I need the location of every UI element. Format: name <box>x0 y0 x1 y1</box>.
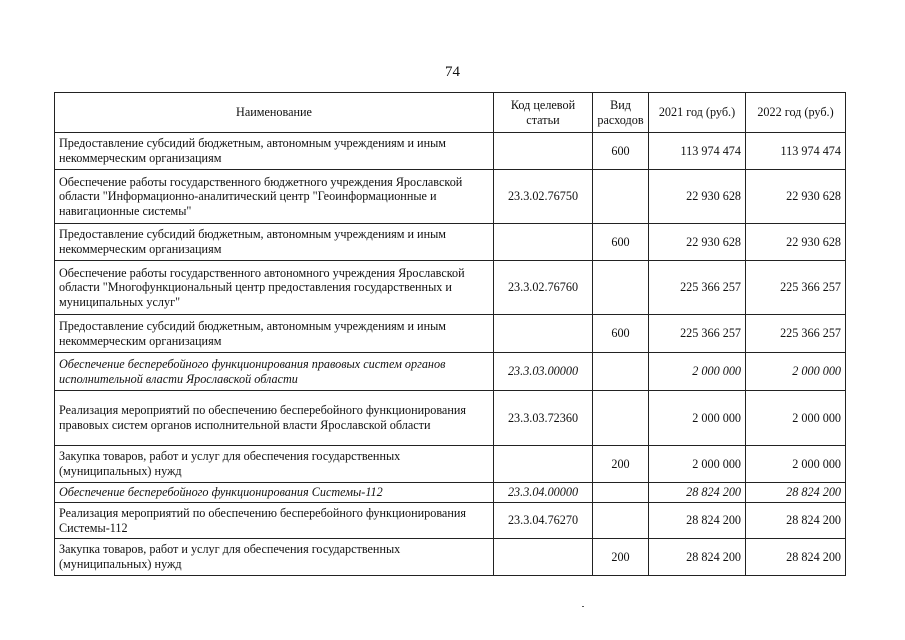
cell-name: Предоставление субсидий бюджетным, автономным учреждениям и иным некоммерческим организациям <box>55 224 494 261</box>
table-body <box>55 133 846 576</box>
cell-name: Обеспечение работы государственного бюджетного учреждения Ярославской области "Информационно-аналитический центр "Геоинформационные и навигационные системы" <box>55 170 494 224</box>
cell-2022: 28 824 200 <box>746 503 846 539</box>
table-row <box>55 224 846 261</box>
cell-type <box>593 170 649 224</box>
table-row <box>55 133 846 170</box>
header-2022: 2022 год (руб.) <box>746 93 846 133</box>
cell-2021: 22 930 628 <box>649 170 746 224</box>
table-row <box>55 503 846 539</box>
header-name: Наименование <box>55 93 494 133</box>
cell-code <box>494 539 593 576</box>
table-row <box>55 353 846 391</box>
cell-type: 600 <box>593 224 649 261</box>
cell-name: Обеспечение работы государственного автономного учреждения Ярославской области "Многофункциональный центр предоставления государственных и муниципальных услуг" <box>55 261 494 315</box>
cell-name: Закупка товаров, работ и услуг для обеспечения государственных (муниципальных) нужд <box>55 446 494 483</box>
table-header-row <box>55 93 846 133</box>
cell-2021: 28 824 200 <box>649 503 746 539</box>
cell-2022: 225 366 257 <box>746 261 846 315</box>
header-code: Код целевой статьи <box>494 93 593 133</box>
cell-type: 200 <box>593 539 649 576</box>
cell-code: 23.3.02.76760 <box>494 261 593 315</box>
header-2021: 2021 год (руб.) <box>649 93 746 133</box>
cell-2021: 22 930 628 <box>649 224 746 261</box>
cell-code <box>494 133 593 170</box>
cell-name: Реализация мероприятий по обеспечению бесперебойного функционирования правовых систем органов исполнительной власти Ярославской области <box>55 391 494 446</box>
table-row <box>55 170 846 224</box>
budget-table <box>54 92 846 576</box>
header-type: Вид расходов <box>593 93 649 133</box>
cell-code: 23.3.04.76270 <box>494 503 593 539</box>
cell-2021: 2 000 000 <box>649 446 746 483</box>
cell-name: Предоставление субсидий бюджетным, автономным учреждениям и иным некоммерческим организациям <box>55 315 494 353</box>
cell-code: 23.3.03.72360 <box>494 391 593 446</box>
table-row <box>55 261 846 315</box>
cell-2022: 22 930 628 <box>746 224 846 261</box>
cell-2022: 28 824 200 <box>746 539 846 576</box>
cell-2022: 22 930 628 <box>746 170 846 224</box>
cell-name: Предоставление субсидий бюджетным, автономным учреждениям и иным некоммерческим организациям <box>55 133 494 170</box>
table-row <box>55 539 846 576</box>
cell-name: Обеспечение бесперебойного функционирования правовых систем органов исполнительной власти Ярославской области <box>55 353 494 391</box>
cell-2022: 2 000 000 <box>746 446 846 483</box>
cell-type: 600 <box>593 315 649 353</box>
table-row <box>55 315 846 353</box>
table-row <box>55 391 846 446</box>
scan-speck <box>582 606 584 607</box>
table-row <box>55 446 846 483</box>
cell-type <box>593 503 649 539</box>
cell-type: 600 <box>593 133 649 170</box>
cell-type <box>593 483 649 503</box>
cell-type <box>593 353 649 391</box>
cell-name: Обеспечение бесперебойного функционирования Системы-112 <box>55 483 494 503</box>
cell-code: 23.3.04.00000 <box>494 483 593 503</box>
page-number: 74 <box>445 64 460 80</box>
cell-code: 23.3.02.76750 <box>494 170 593 224</box>
cell-code <box>494 315 593 353</box>
cell-2022: 2 000 000 <box>746 353 846 391</box>
cell-2022: 113 974 474 <box>746 133 846 170</box>
cell-code <box>494 224 593 261</box>
cell-2021: 225 366 257 <box>649 261 746 315</box>
cell-name: Закупка товаров, работ и услуг для обеспечения государственных (муниципальных) нужд <box>55 539 494 576</box>
cell-type: 200 <box>593 446 649 483</box>
cell-2021: 28 824 200 <box>649 539 746 576</box>
cell-2021: 225 366 257 <box>649 315 746 353</box>
cell-2021: 113 974 474 <box>649 133 746 170</box>
cell-code <box>494 446 593 483</box>
cell-2022: 225 366 257 <box>746 315 846 353</box>
cell-2021: 28 824 200 <box>649 483 746 503</box>
cell-type <box>593 391 649 446</box>
cell-name: Реализация мероприятий по обеспечению бесперебойного функционирования Системы-112 <box>55 503 494 539</box>
cell-2021: 2 000 000 <box>649 391 746 446</box>
cell-2021: 2 000 000 <box>649 353 746 391</box>
table-row <box>55 483 846 503</box>
cell-type <box>593 261 649 315</box>
cell-code: 23.3.03.00000 <box>494 353 593 391</box>
cell-2022: 28 824 200 <box>746 483 846 503</box>
cell-2022: 2 000 000 <box>746 391 846 446</box>
